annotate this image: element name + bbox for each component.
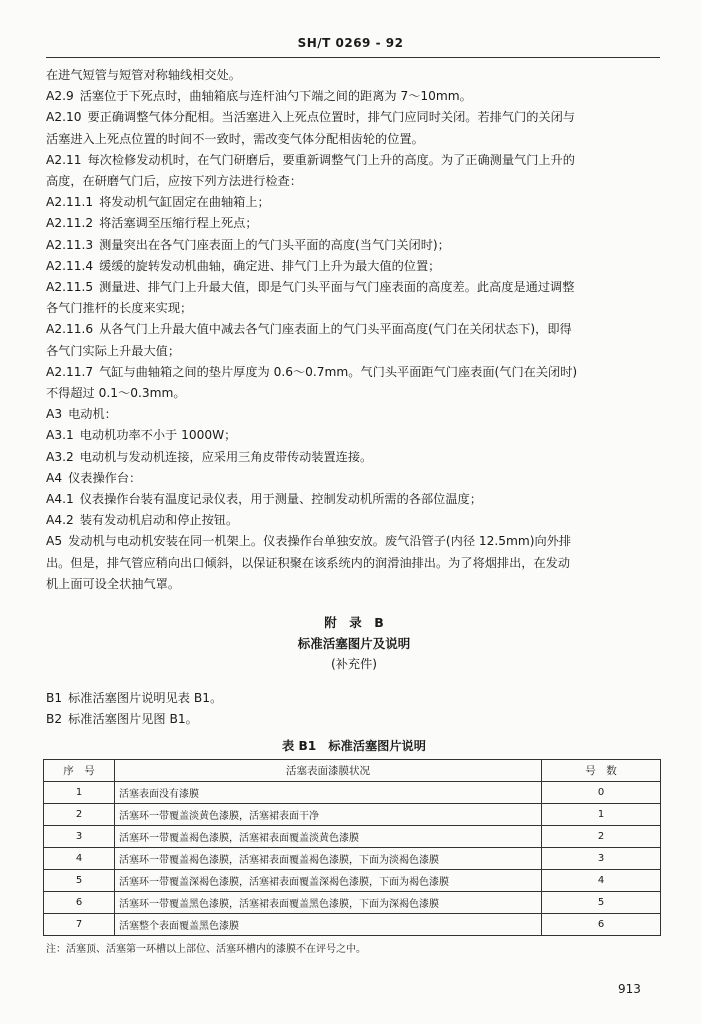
- paragraph-line: [46, 256, 662, 277]
- paragraph-line: [46, 171, 662, 192]
- clause-text: 出。但是，排气管应稍向出口倾斜，以保证积聚在该系统内的润滑油排出。为了将烟排出，在发动: [46, 555, 571, 570]
- table-footnote: 注：活塞顶、活塞第一环槽以上部位、活塞环槽内的漆膜不在评号之中。: [46, 943, 366, 955]
- paragraph-line: [46, 553, 662, 574]
- cell-grade: 3: [542, 847, 661, 869]
- appendix-note: (补充件): [330, 657, 378, 672]
- paragraph-line: [46, 235, 662, 256]
- clause-number: A5: [46, 534, 63, 549]
- appendix-title: 附 录 B: [324, 615, 384, 631]
- cell-grade: 6: [542, 913, 661, 935]
- cell-index: 5: [44, 869, 115, 891]
- clause-text: 标准活塞图片说明见表 B1。: [68, 691, 223, 706]
- document-body: [46, 65, 662, 960]
- clause-number: A2.11.4: [46, 258, 94, 273]
- clause-number: A3.1: [46, 428, 74, 443]
- clause-text: 活塞进入上死点位置的时间不一致时，需改变气体分配相齿轮的位置。: [46, 131, 424, 146]
- clause-text: 仪表操作台：: [68, 470, 142, 485]
- col-header-condition: 活塞表面漆膜状况: [115, 759, 542, 781]
- table-row: [44, 825, 661, 847]
- clause-number: A4.1: [46, 492, 74, 507]
- clause-text: 电动机功率不小于 1000W；: [79, 428, 237, 443]
- cell-index: 2: [44, 803, 115, 825]
- clause-text: 不得超过 0.1～0.3mm。: [46, 386, 186, 401]
- cell-condition: 活塞环一带覆盖淡黄色漆膜，活塞裙表面干净: [115, 803, 542, 825]
- piston-table: [43, 759, 661, 936]
- header-rule: [46, 57, 660, 58]
- cell-condition: 活塞环一带覆盖黑色漆膜，活塞裙表面覆盖黑色漆膜，下面为深褐色漆膜: [115, 891, 542, 913]
- clause-text: 机上面可设全状抽气罩。: [46, 576, 181, 591]
- table-row: [44, 913, 661, 935]
- clause-text: 缓缓的旋转发动机曲轴，确定进、排气门上升为最大值的位置；: [99, 258, 441, 273]
- clause-number: A2.9: [46, 89, 74, 104]
- paragraph-line: [46, 277, 662, 298]
- cell-index: 1: [44, 781, 115, 803]
- paragraph-line: [46, 468, 662, 489]
- paragraph-line: [46, 709, 662, 730]
- paragraph-line: [46, 447, 662, 468]
- cell-condition: 活塞环一带覆盖褐色漆膜，活塞裙表面覆盖褐色漆膜，下面为淡褐色漆膜: [115, 847, 542, 869]
- clause-text: 发动机与电动机安装在同一机架上。仪表操作台单独安放。废气沿管子(内径 12.5mm)向外排: [68, 534, 572, 549]
- paragraph-line: [46, 341, 662, 362]
- paragraph-line: [46, 213, 662, 234]
- clause-text: 电动机：: [68, 407, 117, 422]
- clause-text: 气缸与曲轴箱之间的垫片厚度为 0.6～0.7mm。气门头平面距气门座表面(气门在关闭时): [99, 364, 578, 379]
- paragraph-line: [46, 425, 662, 446]
- section-a-lines: [46, 65, 662, 595]
- table-body: [44, 781, 661, 935]
- paragraph-line: [46, 383, 662, 404]
- clause-number: B1: [46, 691, 63, 706]
- clause-number: A4.2: [46, 513, 74, 528]
- paragraph-line: [46, 150, 662, 171]
- table-row: [44, 847, 661, 869]
- paragraph-line: [46, 404, 662, 425]
- clause-text: 标准活塞图片见图 B1。: [68, 712, 198, 727]
- clause-text: 每次检修发动机时，在气门研磨后，要重新调整气门上升的高度。为了正确测量气门上升的: [87, 152, 575, 167]
- paragraph-line: [46, 688, 662, 709]
- cell-grade: 1: [542, 803, 661, 825]
- paragraph-line: [46, 319, 662, 340]
- paragraph-line: [46, 510, 662, 531]
- paragraph-line: [46, 192, 662, 213]
- paragraph-line: [46, 489, 662, 510]
- cell-condition: 活塞环一带覆盖深褐色漆膜，活塞裙表面覆盖深褐色漆膜，下面为褐色漆膜: [115, 869, 542, 891]
- cell-grade: 0: [542, 781, 661, 803]
- clause-number: A2.11.6: [46, 322, 94, 337]
- paragraph-line: [46, 65, 662, 86]
- paragraph-line: [46, 107, 662, 128]
- clause-text: 各气门推杆的长度来实现；: [46, 301, 193, 316]
- paragraph-line: [46, 129, 662, 150]
- clause-number: A3: [46, 407, 63, 422]
- cell-grade: 4: [542, 869, 661, 891]
- clause-number: A2.11.3: [46, 237, 94, 252]
- table-row: [44, 891, 661, 913]
- clause-text: 从各气门上升最大值中减去各气门座表面上的气门头平面高度(气门在关闭状态下)，即得: [99, 322, 572, 337]
- cell-condition: 活塞表面没有漆膜: [115, 781, 542, 803]
- page-header: SH/T 0269 - 92: [297, 36, 404, 50]
- clause-number: A2.11.5: [46, 280, 94, 295]
- clause-number: A2.10: [46, 110, 82, 125]
- paragraph-line: [46, 574, 662, 595]
- cell-condition: 活塞整个表面覆盖黑色漆膜: [115, 913, 542, 935]
- clause-text: 各气门实际上升最大值；: [46, 343, 181, 358]
- paragraph-line: [46, 298, 662, 319]
- table-row: [44, 803, 661, 825]
- cell-condition: 活塞环一带覆盖褐色漆膜，活塞裙表面覆盖淡黄色漆膜: [115, 825, 542, 847]
- clause-text: 高度，在研磨气门后，应按下列方法进行检查：: [46, 174, 302, 189]
- col-header-grade: 号 数: [542, 759, 661, 781]
- clause-number: A2.11.7: [46, 364, 94, 379]
- clause-number: A4: [46, 470, 63, 485]
- clause-number: A2.11.2: [46, 216, 94, 231]
- clause-number: B2: [46, 712, 63, 727]
- clause-text: 仪表操作台装有温度记录仪表，用于测量、控制发动机所需的各部位温度；: [79, 492, 482, 507]
- clause-text: 活塞位于下死点时，曲轴箱底与连杆油勺下端之间的距离为 7～10mm。: [79, 89, 472, 104]
- paragraph-line: [46, 86, 662, 107]
- clause-number: A2.11: [46, 152, 82, 167]
- clause-text: 测量进、排气门上升最大值，即是气门头平面与气门座表面的高度差。此高度是通过调整: [99, 280, 575, 295]
- col-header-index: 序 号: [44, 759, 115, 781]
- clause-text: 电动机与发动机连接，应采用三角皮带传动装置连接。: [79, 449, 373, 464]
- clause-text: 测量突出在各气门座表面上的气门头平面的高度(当气门关闭时)；: [99, 237, 450, 252]
- cell-index: 4: [44, 847, 115, 869]
- clause-text: 要正确调整气体分配相。当活塞进入上死点位置时，排气门应同时关闭。若排气门的关闭与: [87, 110, 575, 125]
- cell-index: 6: [44, 891, 115, 913]
- table-row: [44, 781, 661, 803]
- paragraph-line: [46, 531, 662, 552]
- clause-text: 装有发动机启动和停止按钮。: [79, 513, 239, 528]
- section-b-lines: [46, 688, 662, 730]
- clause-number: A3.2: [46, 449, 74, 464]
- clause-text: 将活塞调至压缩行程上死点；: [99, 216, 258, 231]
- cell-index: 7: [44, 913, 115, 935]
- table-header-row: [44, 759, 661, 781]
- clause-text: 将发动机气缸固定在曲轴箱上；: [99, 195, 270, 210]
- cell-grade: 2: [542, 825, 661, 847]
- paragraph-line: [46, 362, 662, 383]
- cell-grade: 5: [542, 891, 661, 913]
- table-row: [44, 869, 661, 891]
- table-title: 表 B1 标准活塞图片说明: [282, 738, 426, 753]
- page-number: 913: [618, 982, 641, 996]
- clause-text: 在进气短管与短管对称轴线相交处。: [46, 68, 241, 82]
- appendix-subtitle: 标准活塞图片及说明: [297, 636, 411, 652]
- cell-index: 3: [44, 825, 115, 847]
- clause-number: A2.11.1: [46, 195, 94, 210]
